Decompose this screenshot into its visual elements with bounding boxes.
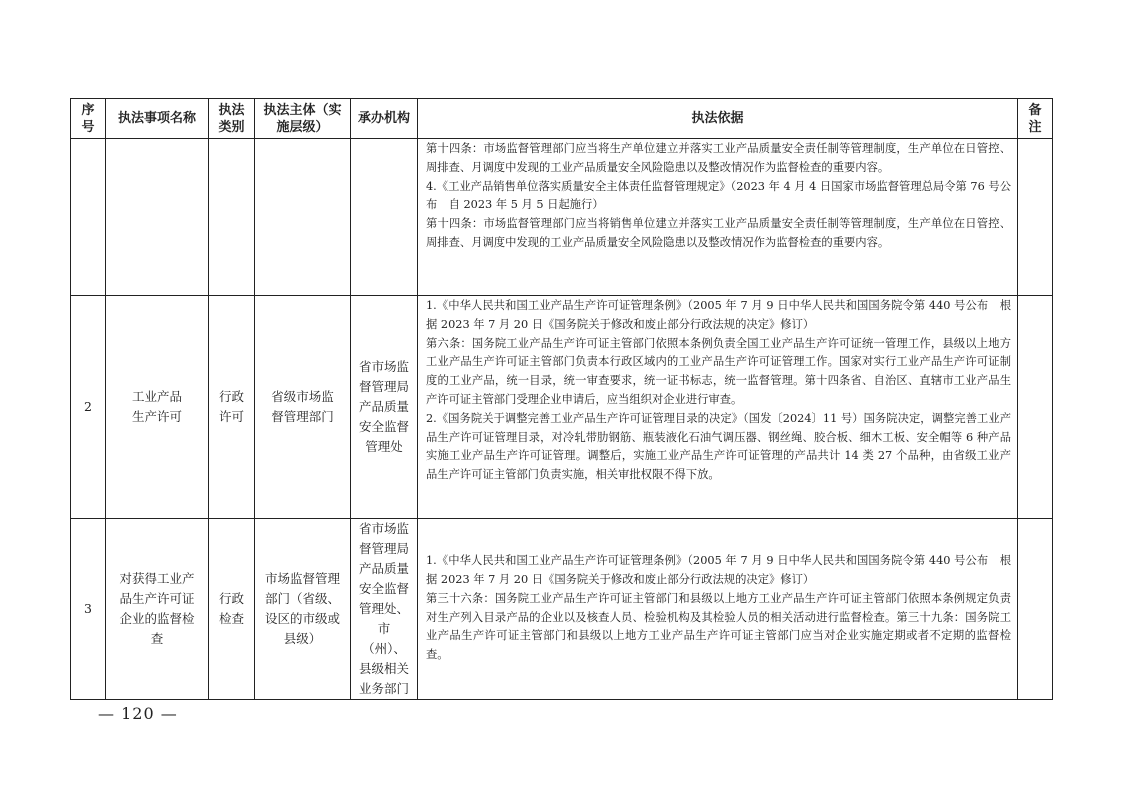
cell-category: 行政检查 (209, 519, 255, 700)
header-subject: 执法主体（实施层级） (255, 99, 351, 139)
header-agency: 承办机构 (351, 99, 418, 139)
cell-item-name: 工业产品生产许可 (106, 296, 209, 519)
basis-paragraph: 1.《中华人民共和国工业产品生产许可证管理条例》（2005 年 7 月 9 日中华人民共和国国务院令第 440 号公布 根据 2023 年 7 月 20 日《国务院关于修改和废止部分行政法规的决定》修订） (426, 554, 1011, 586)
basis-paragraph: 第十四条：市场监督管理部门应当将销售单位建立并落实工业产品质量安全责任制等管理制度，生产单位在日管控、周排查、月调度中发现的工业产品质量安全风险隐患以及整改情况作为监督检查的重要内容。 (426, 217, 1011, 249)
cell-agency: 省市场监督管理局产品质量安全监督管理处、市（州）、县级相关业务部门 (351, 519, 418, 700)
cell-category (209, 139, 255, 296)
header-basis: 执法依据 (418, 99, 1018, 139)
cell-basis (418, 296, 1018, 519)
cell-basis (418, 519, 1018, 700)
cell-agency: 省市场监督管理局产品质量安全监督管理处 (351, 296, 418, 519)
cell-subject: 市场监督管理部门（省级、设区的市级或县级） (255, 519, 351, 700)
table-row (71, 139, 1053, 296)
cell-seq: 3 (71, 519, 106, 700)
header-item-name: 执法事项名称 (106, 99, 209, 139)
cell-seq (71, 139, 106, 296)
cell-category: 行政许可 (209, 296, 255, 519)
cell-item-name: 对获得工业产品生产许可证企业的监督检查 (106, 519, 209, 700)
header-seq: 序号 (71, 99, 106, 139)
page-number: — 120 — (98, 704, 178, 723)
cell-agency (351, 139, 418, 296)
table-row (71, 519, 1053, 700)
cell-item-name (106, 139, 209, 296)
basis-paragraph: 第三十六条：国务院工业产品生产许可证主管部门和县级以上地方工业产品生产许可证主管部门依照本条例规定负责对生产列入目录产品的企业以及核查人员、检验机构及其检验人员的相关活动进行监督检查。第三十九条：国务院工业产品生产许可证主管部门和县级以上地方工业产品生产许可证主管部门应当对企业实施定期或者不定期的监督检查。 (426, 591, 1011, 662)
cell-subject (255, 139, 351, 296)
basis-paragraph: 1.《中华人民共和国工业产品生产许可证管理条例》（2005 年 7 月 9 日中华人民共和国国务院令第 440 号公布 根据 2023 年 7 月 20 日《国务院关于修改和废止部分行政法规的决定》修订） (426, 299, 1011, 331)
basis-paragraph: 第十四条：市场监督管理部门应当将生产单位建立并落实工业产品质量安全责任制等管理制度，生产单位在日管控、周排查、月调度中发现的工业产品质量安全风险隐患以及整改情况作为监督检查的重要内容。 (426, 142, 1011, 174)
cell-remarks (1018, 139, 1053, 296)
law-enforcement-table (70, 98, 1053, 700)
table-row (71, 296, 1053, 519)
basis-paragraph: 4.《工业产品销售单位落实质量安全主体责任监督管理规定》（2023 年 4 月 4 日国家市场监督管理总局令第 76 号公布 自 2023 年 5 月 5 日起施行） (426, 179, 1011, 212)
cell-remarks (1018, 519, 1053, 700)
header-remarks: 备注 (1018, 99, 1053, 139)
basis-paragraph: 2.《国务院关于调整完善工业产品生产许可证管理目录的决定》（国发〔2024〕11 号）国务院决定，调整完善工业产品生产许可证管理目录，对冷轧带肋钢筋、瓶装液化石油气调压器、钢丝绳、胶合板、细木工板、安全帽等 6 种产品实施工业产品生产许可证管理。调整后，实施工业产品生产许可证管理的产品共计 14 类 27 个品种，由省级工业产品生产许可证主管部门负责实施，相关审批权限不得下放。 (426, 411, 1011, 482)
cell-subject: 省级市场监督管理部门 (255, 296, 351, 519)
cell-basis (418, 139, 1018, 296)
basis-paragraph: 第六条：国务院工业产品生产许可证主管部门依照本条例负责全国工业产品生产许可证统一管理工作，县级以上地方工业产品生产许可证主管部门负责本行政区域内的工业产品生产许可证管理工作。国家对实行工业产品生产许可证制度的工业产品，统一目录，统一审查要求，统一证书标志，统一监督管理。第十四条省、自治区、直辖市工业产品生产许可证主管部门受理企业申请后，应当组织对企业进行审查。 (426, 336, 1011, 406)
cell-remarks (1018, 296, 1053, 519)
cell-seq: 2 (71, 296, 106, 519)
table-header-row (71, 99, 1053, 139)
header-category: 执法类别 (209, 99, 255, 139)
